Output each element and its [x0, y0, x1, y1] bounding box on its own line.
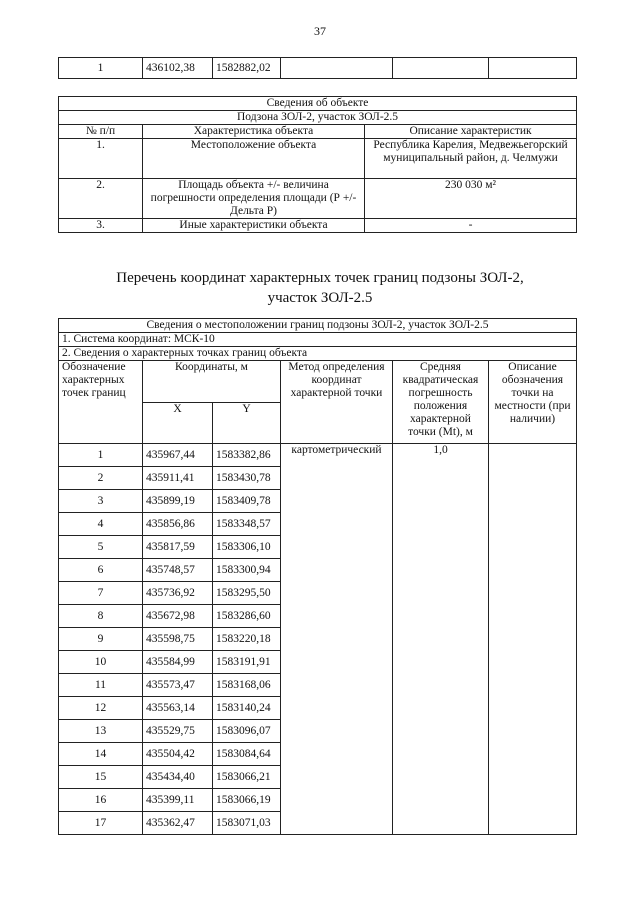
point-number: 1	[59, 444, 143, 467]
point-number: 7	[59, 582, 143, 605]
x-coordinate: 435529,75	[143, 720, 213, 743]
column-header-y: Y	[213, 402, 281, 444]
y-coordinate: 1583306,10	[213, 536, 281, 559]
x-coordinate: 436102,38	[143, 58, 213, 79]
point-number: 1	[59, 58, 143, 79]
x-coordinate: 435573,47	[143, 674, 213, 697]
table-row	[59, 444, 577, 467]
x-coordinate: 435817,59	[143, 536, 213, 559]
y-coordinate: 1583066,19	[213, 789, 281, 812]
table-row	[59, 58, 577, 79]
point-number: 13	[59, 720, 143, 743]
row-number: 2.	[59, 179, 143, 219]
x-coordinate: 435672,98	[143, 605, 213, 628]
points-header: 2. Сведения о характерных точках границ объекта	[59, 347, 577, 361]
y-coordinate: 1583066,21	[213, 766, 281, 789]
y-coordinate: 1583348,57	[213, 513, 281, 536]
x-coordinate: 435736,92	[143, 582, 213, 605]
row-number: 1.	[59, 139, 143, 179]
y-coordinate: 1583071,03	[213, 812, 281, 835]
object-info-table	[58, 96, 577, 233]
column-header-method: Метод определения координат характерной точки	[281, 361, 393, 444]
x-coordinate: 435598,75	[143, 628, 213, 651]
point-number: 11	[59, 674, 143, 697]
column-header-x: X	[143, 402, 213, 444]
x-coordinate: 435399,11	[143, 789, 213, 812]
coords-table-header: Сведения о местоположении границ подзоны ЗОЛ-2, участок ЗОЛ-2.5	[59, 319, 577, 333]
y-coordinate: 1583168,06	[213, 674, 281, 697]
x-coordinate: 435434,40	[143, 766, 213, 789]
y-coordinate: 1583430,78	[213, 467, 281, 490]
section-title	[0, 268, 640, 308]
description-cell	[489, 58, 577, 79]
y-coordinate: 1583140,24	[213, 697, 281, 720]
point-number: 17	[59, 812, 143, 835]
characteristic-value: 230 030 м²	[365, 179, 577, 219]
method-cell: картометрический	[281, 444, 393, 835]
column-header-error: Средняя квадратическая погрешность положения характерной точки (Mt), м	[393, 361, 489, 444]
point-number: 9	[59, 628, 143, 651]
y-coordinate: 1583409,78	[213, 490, 281, 513]
column-header-number: № п/п	[59, 125, 143, 139]
y-coordinate: 1583382,86	[213, 444, 281, 467]
column-header-point: Обозначение характерных точек границ	[59, 361, 143, 444]
x-coordinate: 435856,86	[143, 513, 213, 536]
y-coordinate: 1583295,50	[213, 582, 281, 605]
characteristic-value: -	[365, 219, 577, 233]
coordinate-system: 1. Система координат: МСК-10	[59, 333, 577, 347]
object-table-subheader: Подзона ЗОЛ-2, участок ЗОЛ-2.5	[59, 111, 577, 125]
point-number: 16	[59, 789, 143, 812]
point-number: 8	[59, 605, 143, 628]
method-cell	[281, 58, 393, 79]
x-coordinate: 435899,19	[143, 490, 213, 513]
characteristic-name: Иные характеристики объекта	[143, 219, 365, 233]
y-coordinate: 1583191,91	[213, 651, 281, 674]
characteristic-value: Республика Карелия, Медвежьегорский муниципальный район, д. Челмужи	[365, 139, 577, 179]
error-cell: 1,0	[393, 444, 489, 835]
section-title-line-1: Перечень координат характерных точек границ подзоны ЗОЛ-2,	[116, 270, 524, 286]
point-number: 10	[59, 651, 143, 674]
y-coordinate: 1583300,94	[213, 559, 281, 582]
x-coordinate: 435504,42	[143, 743, 213, 766]
y-coordinate: 1583096,07	[213, 720, 281, 743]
x-coordinate: 435362,47	[143, 812, 213, 835]
column-header-characteristic: Характеристика объекта	[143, 125, 365, 139]
column-header-coordinates: Координаты, м	[143, 361, 281, 403]
y-coordinate: 1583286,60	[213, 605, 281, 628]
coordinates-table	[58, 318, 577, 835]
point-number: 5	[59, 536, 143, 559]
continued-coords-table	[58, 57, 577, 79]
section-title-line-2: участок ЗОЛ-2.5	[267, 290, 373, 306]
object-table-header: Сведения об объекте	[59, 97, 577, 111]
page-number: 37	[314, 24, 326, 38]
error-cell	[393, 58, 489, 79]
y-coordinate: 1582882,02	[213, 58, 281, 79]
point-number: 12	[59, 697, 143, 720]
x-coordinate: 435967,44	[143, 444, 213, 467]
point-number: 4	[59, 513, 143, 536]
characteristic-name: Площадь объекта +/- величина погрешности определения площади (Р +/- Дельта Р)	[143, 179, 365, 219]
x-coordinate: 435584,99	[143, 651, 213, 674]
point-number: 15	[59, 766, 143, 789]
table-row	[59, 179, 577, 219]
characteristic-name: Местоположение объекта	[143, 139, 365, 179]
table-row	[59, 139, 577, 179]
point-number: 6	[59, 559, 143, 582]
x-coordinate: 435748,57	[143, 559, 213, 582]
point-number: 2	[59, 467, 143, 490]
column-header-description: Описание характеристик	[365, 125, 577, 139]
column-header-description: Описание обозначения точки на местности (при наличии)	[489, 361, 577, 444]
y-coordinate: 1583220,18	[213, 628, 281, 651]
description-cell	[489, 444, 577, 835]
table-row	[59, 219, 577, 233]
y-coordinate: 1583084,64	[213, 743, 281, 766]
point-number: 14	[59, 743, 143, 766]
point-number: 3	[59, 490, 143, 513]
row-number: 3.	[59, 219, 143, 233]
x-coordinate: 435563,14	[143, 697, 213, 720]
x-coordinate: 435911,41	[143, 467, 213, 490]
